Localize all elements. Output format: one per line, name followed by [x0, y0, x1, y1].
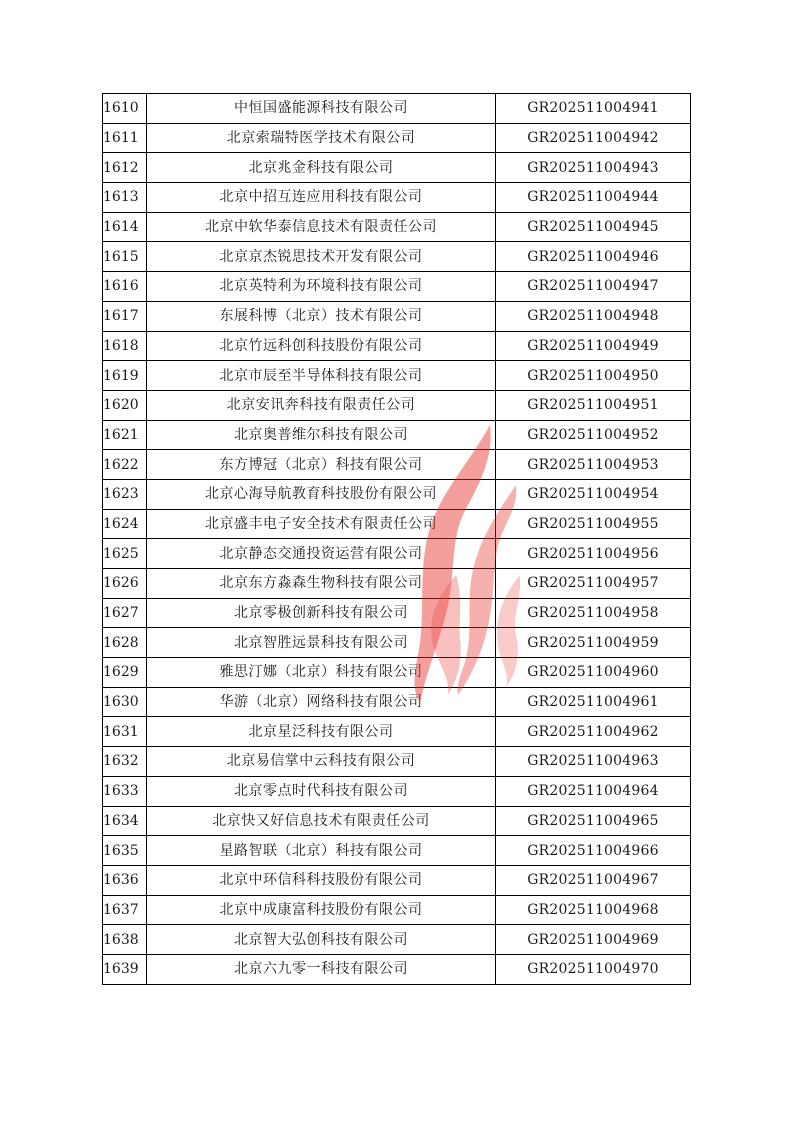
table-row [103, 183, 691, 213]
certificate-code-cell: GR202511004965 [496, 806, 691, 836]
table-row [103, 242, 691, 272]
company-name-cell: 北京京杰锐思技术开发有限公司 [147, 242, 496, 272]
certificate-code-cell: GR202511004948 [496, 301, 691, 331]
certificate-code-cell: GR202511004946 [496, 242, 691, 272]
row-number-cell: 1636 [103, 865, 147, 895]
certificate-code-cell: GR202511004958 [496, 598, 691, 628]
row-number-cell: 1610 [103, 94, 147, 124]
certificate-code-cell: GR202511004963 [496, 747, 691, 777]
table-row [103, 569, 691, 599]
row-number-cell: 1638 [103, 925, 147, 955]
row-number-cell: 1614 [103, 212, 147, 242]
table-row [103, 954, 691, 984]
table-row [103, 212, 691, 242]
table-row [103, 806, 691, 836]
row-number-cell: 1613 [103, 183, 147, 213]
certificate-code-cell: GR202511004945 [496, 212, 691, 242]
row-number-cell: 1624 [103, 509, 147, 539]
table-row [103, 450, 691, 480]
company-name-cell: 北京快又好信息技术有限责任公司 [147, 806, 496, 836]
certificate-code-cell: GR202511004967 [496, 865, 691, 895]
company-name-cell: 北京静态交通投资运营有限公司 [147, 539, 496, 569]
row-number-cell: 1616 [103, 272, 147, 302]
certificate-code-cell: GR202511004962 [496, 717, 691, 747]
certificate-code-cell: GR202511004942 [496, 123, 691, 153]
certificate-code-cell: GR202511004964 [496, 776, 691, 806]
company-name-cell: 东方博冠（北京）科技有限公司 [147, 450, 496, 480]
table-row [103, 272, 691, 302]
company-name-cell: 北京智胜远景科技有限公司 [147, 628, 496, 658]
row-number-cell: 1635 [103, 836, 147, 866]
certificate-code-cell: GR202511004959 [496, 628, 691, 658]
row-number-cell: 1615 [103, 242, 147, 272]
company-name-cell: 北京兆金科技有限公司 [147, 153, 496, 183]
company-name-cell: 北京星泛科技有限公司 [147, 717, 496, 747]
certificate-code-cell: GR202511004961 [496, 687, 691, 717]
table-row [103, 301, 691, 331]
certificate-code-cell: GR202511004960 [496, 658, 691, 688]
table-row [103, 687, 691, 717]
company-name-cell: 北京中招互连应用科技有限公司 [147, 183, 496, 213]
table-row [103, 658, 691, 688]
certificate-code-cell: GR202511004949 [496, 331, 691, 361]
company-name-cell: 北京市辰至半导体科技有限公司 [147, 361, 496, 391]
certificate-code-cell: GR202511004943 [496, 153, 691, 183]
company-name-cell: 北京易信掌中云科技有限公司 [147, 747, 496, 777]
row-number-cell: 1611 [103, 123, 147, 153]
row-number-cell: 1620 [103, 390, 147, 420]
company-name-cell: 北京六九零一科技有限公司 [147, 954, 496, 984]
certificate-code-cell: GR202511004941 [496, 94, 691, 124]
company-name-cell: 北京中软华泰信息技术有限责任公司 [147, 212, 496, 242]
company-name-cell: 北京东方淼森生物科技有限公司 [147, 569, 496, 599]
table-row [103, 420, 691, 450]
row-number-cell: 1633 [103, 776, 147, 806]
certificate-code-cell: GR202511004968 [496, 895, 691, 925]
table-row [103, 123, 691, 153]
company-name-cell: 北京盛丰电子安全技术有限责任公司 [147, 509, 496, 539]
row-number-cell: 1629 [103, 658, 147, 688]
company-name-cell: 北京零极创新科技有限公司 [147, 598, 496, 628]
table-row [103, 895, 691, 925]
table-row [103, 747, 691, 777]
table-row [103, 598, 691, 628]
table-row [103, 331, 691, 361]
certificate-code-cell: GR202511004944 [496, 183, 691, 213]
company-name-cell: 北京中成康富科技股份有限公司 [147, 895, 496, 925]
row-number-cell: 1628 [103, 628, 147, 658]
company-name-cell: 东展科博（北京）技术有限公司 [147, 301, 496, 331]
company-name-cell: 北京奥普维尔科技有限公司 [147, 420, 496, 450]
company-name-cell: 北京零点时代科技有限公司 [147, 776, 496, 806]
row-number-cell: 1634 [103, 806, 147, 836]
certificate-code-cell: GR202511004956 [496, 539, 691, 569]
company-name-cell: 北京中环信科科技股份有限公司 [147, 865, 496, 895]
company-name-cell: 北京智大弘创科技有限公司 [147, 925, 496, 955]
certificate-code-cell: GR202511004966 [496, 836, 691, 866]
table-row [103, 836, 691, 866]
table-row [103, 390, 691, 420]
row-number-cell: 1623 [103, 479, 147, 509]
certificate-code-cell: GR202511004947 [496, 272, 691, 302]
row-number-cell: 1619 [103, 361, 147, 391]
row-number-cell: 1621 [103, 420, 147, 450]
company-name-cell: 北京竹远科创科技股份有限公司 [147, 331, 496, 361]
company-name-cell: 雅思汀娜（北京）科技有限公司 [147, 658, 496, 688]
company-name-cell: 华游（北京）网络科技有限公司 [147, 687, 496, 717]
row-number-cell: 1612 [103, 153, 147, 183]
company-registry-table [102, 93, 691, 985]
table-row [103, 717, 691, 747]
company-name-cell: 北京英特利为环境科技有限公司 [147, 272, 496, 302]
row-number-cell: 1639 [103, 954, 147, 984]
row-number-cell: 1625 [103, 539, 147, 569]
registry-table-body [103, 94, 691, 985]
row-number-cell: 1617 [103, 301, 147, 331]
table-row [103, 865, 691, 895]
table-row [103, 628, 691, 658]
certificate-code-cell: GR202511004950 [496, 361, 691, 391]
certificate-code-cell: GR202511004969 [496, 925, 691, 955]
company-name-cell: 北京心海导航教育科技股份有限公司 [147, 479, 496, 509]
table-row [103, 153, 691, 183]
row-number-cell: 1626 [103, 569, 147, 599]
table-row [103, 479, 691, 509]
table-row [103, 94, 691, 124]
row-number-cell: 1631 [103, 717, 147, 747]
company-name-cell: 北京安讯奔科技有限责任公司 [147, 390, 496, 420]
certificate-code-cell: GR202511004951 [496, 390, 691, 420]
row-number-cell: 1630 [103, 687, 147, 717]
certificate-code-cell: GR202511004955 [496, 509, 691, 539]
table-row [103, 509, 691, 539]
company-name-cell: 北京索瑞特医学技术有限公司 [147, 123, 496, 153]
certificate-code-cell: GR202511004954 [496, 479, 691, 509]
table-row [103, 925, 691, 955]
table-row [103, 776, 691, 806]
row-number-cell: 1637 [103, 895, 147, 925]
certificate-code-cell: GR202511004953 [496, 450, 691, 480]
certificate-code-cell: GR202511004970 [496, 954, 691, 984]
table-row [103, 539, 691, 569]
certificate-code-cell: GR202511004952 [496, 420, 691, 450]
table-row [103, 361, 691, 391]
certificate-code-cell: GR202511004957 [496, 569, 691, 599]
company-name-cell: 星路智联（北京）科技有限公司 [147, 836, 496, 866]
row-number-cell: 1627 [103, 598, 147, 628]
row-number-cell: 1618 [103, 331, 147, 361]
row-number-cell: 1632 [103, 747, 147, 777]
company-name-cell: 中恒国盛能源科技有限公司 [147, 94, 496, 124]
row-number-cell: 1622 [103, 450, 147, 480]
